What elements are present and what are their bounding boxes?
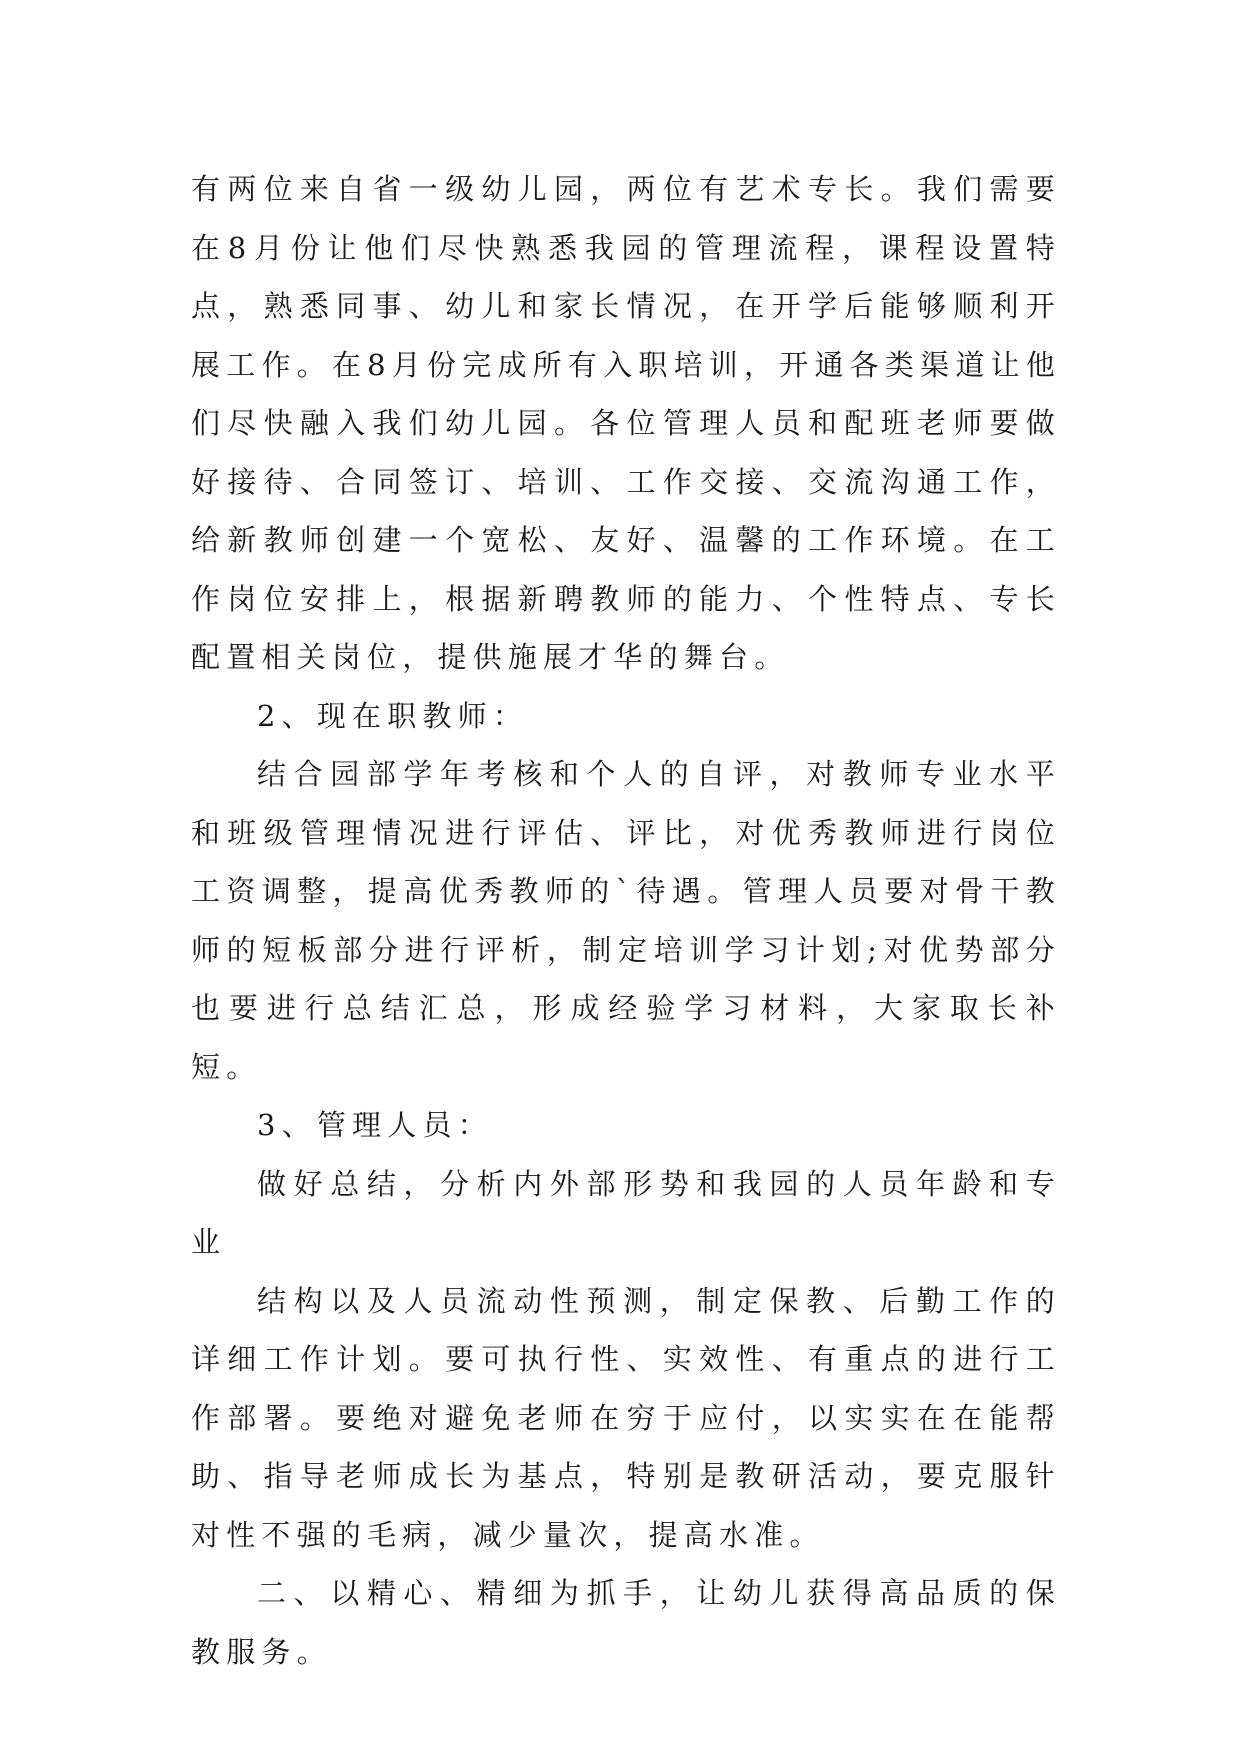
heading-management-staff: 3、管理人员： bbox=[257, 1108, 493, 1142]
paragraph-management-details: 结构以及人员流动性预测，制定保教、后勤工作的详细工作计划。要可执行性、实效性、有重点的进行工作部署。要绝对避免老师在穷于应付，以实实在在能帮助、指导老师成长为基点，特别是教研活动，要克服针对性不强的毛病，减少量次，提高水准。 bbox=[191, 1283, 1061, 1552]
paragraph-new-teachers-continued: 有两位来自省一级幼儿园，两位有艺术专长。我们需要在8月份让他们尽快熟悉我园的管理流程，课程设置特点，熟悉同事、幼儿和家长情况，在开学后能够顺利开展工作。在8月份完成所有入职培训，开通各类渠道让他们尽快融入我们幼儿园。各位管理人员和配班老师要做好接待、合同签订、培训、工作交接、交流沟通工作，给新教师创建一个宽松、友好、温馨的工作环境。在工作岗位安排上，根据新聘教师的能力、个性特点、专长配置相关岗位，提供施展才华的舞台。 bbox=[191, 172, 1061, 674]
heading-section-two: 二、以精心、精细为抓手，让幼儿获得高品质的保教服务。 bbox=[191, 1576, 1061, 1669]
heading-current-teachers: 2、现在职教师： bbox=[257, 698, 529, 733]
paragraph-management-intro: 做好总结，分析内外部形势和我园的人员年龄和专业 bbox=[191, 1166, 1061, 1259]
paragraph-current-teachers: 结合园部学年考核和个人的自评，对教师专业水平和班级管理情况进行评估、评比，对优秀教师进行岗位工资调整，提高优秀教师的`待遇。管理人员要对骨干教师的短板部分进行评析，制定培训学习计划;对优势部分也要进行总结汇总，形成经验学习材料，大家取长补短。 bbox=[191, 757, 1061, 1084]
body-text bbox=[191, 160, 1061, 1681]
